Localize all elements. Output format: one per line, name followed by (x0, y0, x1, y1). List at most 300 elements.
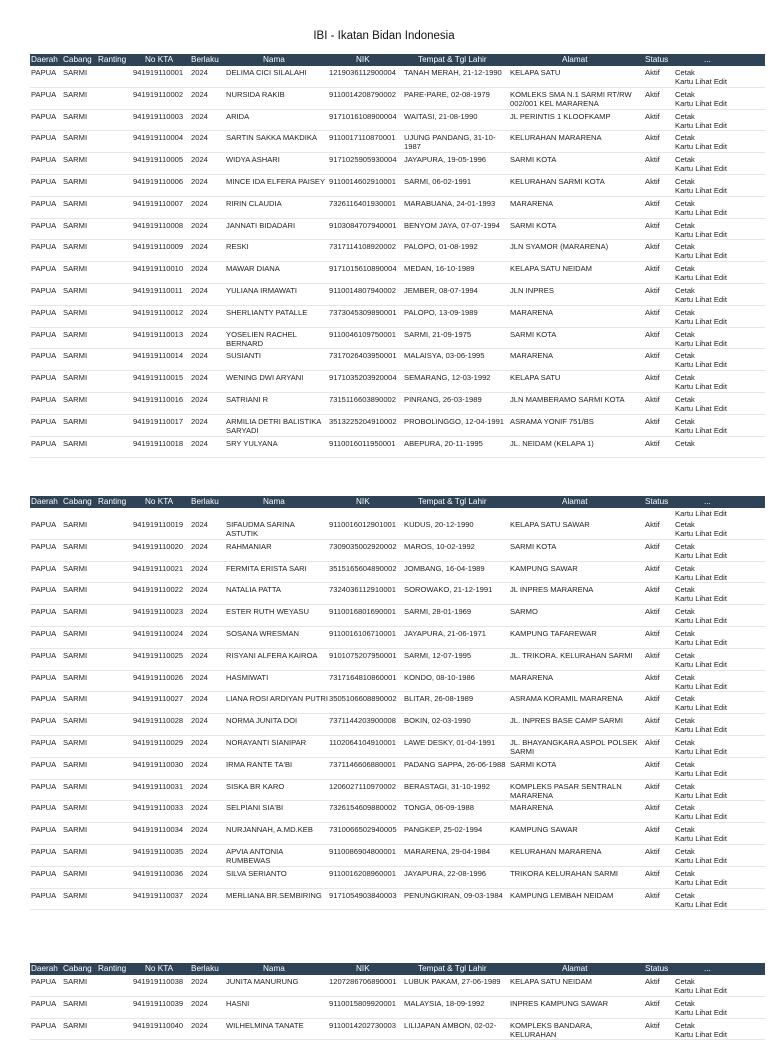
cell-ttl: TANAH MERAH, 21-12-1990 (404, 68, 502, 77)
print-link[interactable]: Cetak (675, 541, 695, 551)
edit-link[interactable]: Edit (711, 1029, 727, 1039)
print-link[interactable]: Cetak (675, 563, 695, 573)
row-actions (675, 520, 765, 538)
cell-nama: WIDYA ASHARI (226, 155, 280, 165)
card-link[interactable]: Kartu (675, 877, 694, 887)
card-link[interactable]: Kartu (675, 142, 694, 152)
print-link[interactable]: Cetak (675, 998, 695, 1008)
cell-nik: 7373045309890001 (329, 307, 397, 317)
edit-link[interactable]: Edit (711, 403, 727, 413)
view-link[interactable]: Lihat (693, 834, 712, 844)
cell-berlaku: 2024 (191, 694, 208, 704)
print-link[interactable]: Cetak (675, 650, 695, 660)
card-link[interactable]: Kartu (675, 338, 694, 348)
cell-alamat: ASRAMA YONIF 751/BS (510, 416, 594, 426)
cell-nik: 9110046109750001 (329, 329, 397, 339)
table-row (30, 88, 765, 110)
cell-alamat: ASRAMA KORAMIL MARARENA (510, 694, 623, 704)
view-link[interactable]: Lihat (693, 425, 712, 435)
row-actions (675, 869, 765, 887)
cell-cabang: SARMI (63, 438, 88, 448)
edit-link[interactable]: Edit (711, 812, 727, 822)
view-link[interactable]: Lihat (693, 251, 712, 261)
card-link[interactable]: Kartu (675, 185, 694, 195)
print-link[interactable]: Cetak (675, 868, 695, 878)
cell-berlaku: 2024 (191, 628, 208, 638)
row-actions (675, 760, 765, 778)
view-link[interactable]: Lihat (693, 746, 712, 756)
cell-ttl: PROBOLINGGO, 12-04-1991 (404, 416, 505, 426)
cell-berlaku: 2024 (191, 307, 208, 317)
cell-alamat: MARARENA (510, 672, 554, 682)
row-actions (675, 651, 765, 669)
cell-ttl: BERASTAGI, 31-10-1992 (404, 781, 490, 791)
print-link[interactable]: Cetak (675, 438, 695, 448)
row-actions (675, 395, 765, 413)
cell-berlaku: 2024 (191, 373, 208, 383)
column-header-status: Status (645, 497, 669, 506)
view-link[interactable]: Lihat (693, 77, 712, 86)
table-row (30, 284, 765, 306)
card-link[interactable]: Kartu (675, 899, 694, 909)
card-link[interactable]: Kartu (675, 1029, 694, 1039)
cell-berlaku: 2024 (191, 89, 208, 99)
table-row (30, 518, 765, 540)
cell-daerah: PAPUA (31, 672, 57, 682)
table-row (30, 780, 765, 802)
view-link[interactable]: Lihat (693, 616, 712, 626)
cell-nik: 1206027110970002 (329, 781, 397, 791)
cell-nokta: 941919110031 (133, 781, 184, 791)
cell-nik: 7326116401930001 (329, 198, 397, 208)
cell-status: Aktif (645, 89, 660, 99)
view-link[interactable]: Lihat (693, 1029, 712, 1039)
cell-alamat: KAMPUNG TAFAREWAR (510, 628, 597, 638)
cell-cabang: SARMI (63, 694, 88, 704)
card-link[interactable]: Kartu (675, 616, 694, 626)
cell-alamat: KOMPLEKS BANDARA, KELURAHAN (510, 1020, 593, 1039)
cell-alamat: KELAPA SATU NEIDAM (510, 264, 593, 274)
cell-daerah: PAPUA (31, 416, 57, 426)
edit-link[interactable]: Edit (711, 637, 727, 647)
view-link[interactable]: Lihat (693, 637, 712, 647)
edit-link[interactable]: Edit (711, 251, 727, 261)
view-link[interactable]: Lihat (693, 98, 712, 108)
cell-nama: SIFAUDMA SARINA ASTUTIK (226, 520, 295, 538)
edit-link[interactable]: Edit (711, 294, 727, 304)
print-link[interactable]: Cetak (675, 155, 695, 165)
cell-cabang: SARMI (63, 998, 88, 1008)
card-link[interactable]: Kartu (675, 77, 694, 86)
cell-nama: SHERLIANTY PATALLE (226, 307, 308, 317)
cell-ttl: LUBUK PAKAM, 27-06-1989 (404, 977, 501, 986)
view-link[interactable]: Lihat (693, 382, 712, 392)
card-link[interactable]: Kartu (675, 251, 694, 261)
cell-berlaku: 2024 (191, 394, 208, 404)
card-link[interactable]: Kartu (675, 98, 694, 108)
edit-link[interactable]: Edit (711, 425, 727, 435)
cell-nik: 7371144203900008 (329, 716, 397, 726)
view-link[interactable]: Lihat (693, 790, 712, 800)
table-row (30, 889, 765, 911)
cell-nama: NURSIDA RAKIB (226, 89, 285, 99)
cell-alamat: MARARENA (510, 351, 554, 361)
print-link[interactable]: Cetak (675, 89, 695, 99)
cell-nama: SISKA BR KARO (226, 781, 285, 791)
cell-status: Aktif (645, 890, 660, 900)
cell-alamat: SARMI KOTA (510, 541, 557, 551)
view-link[interactable]: Lihat (693, 1007, 712, 1017)
cell-nokta: 941919110039 (133, 998, 184, 1008)
card-link[interactable]: Kartu (675, 725, 694, 735)
column-header-nik: NIK (356, 55, 370, 64)
card-link[interactable]: Kartu (675, 120, 694, 130)
print-link[interactable]: Cetak (675, 198, 695, 208)
cell-daerah: PAPUA (31, 607, 57, 617)
row-actions (675, 286, 765, 304)
edit-link[interactable]: Edit (711, 120, 727, 130)
cell-nokta: 941919110005 (133, 155, 184, 165)
cell-nokta: 941919110011 (133, 285, 183, 295)
edit-link[interactable]: Edit (711, 98, 727, 108)
print-link[interactable]: Cetak (675, 977, 695, 986)
edit-link[interactable]: Edit (711, 338, 727, 348)
edit-link[interactable]: Edit (711, 77, 727, 86)
edit-link[interactable]: Edit (711, 316, 727, 326)
card-link[interactable]: Kartu (675, 572, 694, 582)
cell-cabang: SARMI (63, 825, 88, 835)
cell-ttl: PALOPO, 13-09-1989 (404, 307, 478, 317)
card-link[interactable]: Kartu (675, 790, 694, 800)
edit-link[interactable]: Edit (711, 360, 727, 370)
cell-alamat: JL. TRIKORA. KELURAHAN SARMI (510, 650, 633, 660)
edit-link[interactable]: Edit (711, 572, 727, 582)
edit-link[interactable]: Edit (711, 164, 727, 174)
print-link[interactable]: Cetak (675, 307, 695, 317)
edit-link[interactable]: Edit (711, 550, 727, 560)
cell-nokta: 941919110038 (133, 977, 184, 986)
table-row (30, 975, 765, 997)
view-link[interactable]: Lihat (693, 986, 712, 995)
cell-nik: 9110016106710001 (329, 628, 397, 638)
cell-nik: 3515165604890002 (329, 563, 397, 573)
cell-ttl: MARARENA, 29-04-1984 (404, 846, 491, 856)
cell-nama: LIANA ROSI ARDIYAN PUTRI (226, 694, 328, 704)
cell-nama: APVIA ANTONIA RUMBEWAS (226, 846, 283, 865)
cell-status: Aktif (645, 694, 660, 704)
edit-link[interactable]: Edit (711, 703, 727, 713)
card-link[interactable]: Kartu (675, 294, 694, 304)
cell-cabang: SARMI (63, 541, 88, 551)
print-link[interactable]: Cetak (675, 242, 695, 252)
cell-nik: 9110016801690001 (329, 607, 397, 617)
table-row (30, 349, 765, 371)
print-link[interactable]: Cetak (675, 585, 695, 595)
cell-nokta: 941919110025 (133, 650, 184, 660)
view-link[interactable]: Lihat (693, 703, 712, 713)
edit-link[interactable]: Edit (711, 616, 727, 626)
cell-status: Aktif (645, 133, 660, 143)
view-link[interactable]: Lihat (693, 338, 712, 348)
card-link[interactable]: Kartu (675, 681, 694, 691)
view-link[interactable]: Lihat (693, 207, 712, 217)
cell-daerah: PAPUA (31, 351, 57, 361)
card-link[interactable]: Kartu (675, 360, 694, 370)
view-link[interactable]: Lihat (693, 185, 712, 195)
cell-nokta: 941919110007 (133, 198, 184, 208)
cell-nokta: 941919110015 (133, 373, 184, 383)
edit-link[interactable]: Edit (711, 899, 727, 909)
print-link[interactable]: Cetak (675, 716, 695, 726)
row-actions (675, 999, 765, 1017)
print-link[interactable]: Cetak (675, 68, 695, 77)
cell-nik: 7326154609880002 (329, 803, 397, 813)
view-link[interactable]: Lihat (693, 877, 712, 887)
card-link[interactable]: Kartu (675, 594, 694, 604)
card-link[interactable]: Kartu (675, 637, 694, 647)
cell-nama: NORAYANTI SIANIPAR (226, 737, 307, 747)
cell-alamat: SARMI KOTA (510, 329, 557, 339)
card-link[interactable]: Kartu (675, 273, 694, 283)
view-link[interactable]: Lihat (693, 229, 712, 239)
edit-link[interactable]: Edit (711, 725, 727, 735)
cell-ttl: SARMI, 06-02-1991 (404, 176, 472, 186)
view-link[interactable]: Lihat (693, 768, 712, 778)
edit-link[interactable]: Edit (711, 790, 727, 800)
view-link[interactable]: Lihat (693, 681, 712, 691)
print-link[interactable]: Cetak (675, 111, 695, 121)
cell-alamat: MARARENA (510, 803, 554, 813)
card-link[interactable]: Kartu (675, 207, 694, 217)
column-header-daerah: Daerah (31, 497, 58, 506)
column-header-cabang: Cabang (63, 497, 92, 506)
card-link[interactable]: Kartu (675, 403, 694, 413)
view-link[interactable]: Lihat (693, 294, 712, 304)
edit-link[interactable]: Edit (711, 142, 727, 152)
edit-link[interactable]: Edit (711, 382, 727, 392)
cell-cabang: SARMI (63, 68, 88, 77)
cell-alamat: JL. BHAYANGKARA ASPOL POLSEK SARMI (510, 737, 638, 756)
table-row (30, 262, 765, 284)
cell-cabang: SARMI (63, 585, 88, 595)
cell-status: Aktif (645, 650, 660, 660)
cell-ttl: JEMBER, 08-07-1994 (404, 285, 478, 295)
column-header-nik: NIK (356, 964, 370, 973)
cell-nokta: 941919110020 (133, 541, 184, 551)
print-link[interactable]: Cetak (675, 803, 695, 813)
edit-link[interactable]: Edit (711, 746, 727, 756)
column-header-alamat: Alamat (562, 55, 588, 64)
edit-link[interactable]: Edit (711, 529, 727, 538)
card-link[interactable]: Kartu (675, 550, 694, 560)
edit-link[interactable]: Edit (711, 986, 727, 995)
cell-ttl: WAITASI, 21-08-1990 (404, 111, 478, 121)
cell-daerah: PAPUA (31, 264, 57, 274)
print-link[interactable]: Cetak (675, 133, 695, 143)
view-link[interactable]: Lihat (693, 120, 712, 130)
cell-nik: 3505106608890002 (329, 694, 397, 704)
cell-nama: NORMA JUNITA DOI (226, 716, 298, 726)
cell-daerah: PAPUA (31, 394, 57, 404)
print-link[interactable]: Cetak (675, 351, 695, 361)
print-link[interactable]: Cetak (675, 628, 695, 638)
table-row (30, 540, 765, 562)
cell-ttl: UJUNG PANDANG, 31-10-1987 (404, 133, 496, 152)
edit-link[interactable]: Edit (711, 207, 727, 217)
edit-link[interactable]: Edit (711, 877, 727, 887)
cell-berlaku: 2024 (191, 1020, 208, 1030)
cell-nik: 7310066502940005 (329, 825, 397, 835)
table-body (30, 66, 765, 458)
print-link[interactable]: Cetak (675, 759, 695, 769)
print-link[interactable]: Cetak (675, 416, 695, 426)
card-link[interactable]: Kartu (675, 164, 694, 174)
card-link[interactable]: Kartu (675, 316, 694, 326)
view-link[interactable]: Lihat (693, 594, 712, 604)
card-link[interactable]: Kartu (675, 855, 694, 865)
edit-link[interactable]: Edit (711, 834, 727, 844)
view-link[interactable]: Lihat (693, 572, 712, 582)
cell-status: Aktif (645, 868, 660, 878)
print-link[interactable]: Cetak (675, 394, 695, 404)
carried-actions[interactable]: Kartu Lihat Edit (675, 509, 727, 518)
cell-daerah: PAPUA (31, 825, 57, 835)
cell-berlaku: 2024 (191, 198, 208, 208)
cell-alamat: JLN INPRES (510, 285, 554, 295)
print-link[interactable]: Cetak (675, 846, 695, 856)
cell-nik: 9171054903840003 (329, 890, 397, 900)
edit-link[interactable]: Edit (711, 273, 727, 283)
print-link[interactable]: Cetak (675, 1020, 695, 1030)
print-link[interactable]: Cetak (675, 781, 695, 791)
cell-daerah: PAPUA (31, 846, 57, 856)
card-link[interactable]: Kartu (675, 768, 694, 778)
cell-status: Aktif (645, 781, 660, 791)
column-header-ttl: Tempat & Tgl Lahir (418, 964, 487, 973)
print-link[interactable]: Cetak (675, 220, 695, 230)
view-link[interactable]: Lihat (693, 360, 712, 370)
view-link[interactable]: Lihat (693, 529, 712, 538)
cell-nama: NATALIA PATTA (226, 585, 281, 595)
card-link[interactable]: Kartu (675, 382, 694, 392)
cell-cabang: SARMI (63, 351, 88, 361)
cell-nama: HASNI (226, 998, 250, 1008)
cell-nama: RISYANI ALFERA KAIROA (226, 650, 318, 660)
card-link[interactable]: Kartu (675, 659, 694, 669)
table-row (30, 393, 765, 415)
card-link[interactable]: Kartu (675, 425, 694, 435)
card-link[interactable]: Kartu (675, 529, 694, 538)
view-link[interactable]: Lihat (693, 142, 712, 152)
cell-nokta: 941919110035 (133, 846, 184, 856)
cell-nokta: 941919110029 (133, 737, 184, 747)
edit-link[interactable]: Edit (711, 185, 727, 195)
cell-cabang: SARMI (63, 650, 88, 660)
edit-link[interactable]: Edit (711, 229, 727, 239)
view-link[interactable]: Lihat (693, 164, 712, 174)
column-header-nama: Nama (263, 497, 285, 506)
column-header-ttl: Tempat & Tgl Lahir (418, 497, 487, 506)
cell-berlaku: 2024 (191, 68, 208, 77)
row-actions (675, 373, 765, 391)
cell-status: Aktif (645, 264, 660, 274)
print-link[interactable]: Cetak (675, 285, 695, 295)
edit-link[interactable]: Edit (711, 855, 727, 865)
view-link[interactable]: Lihat (693, 725, 712, 735)
cell-cabang: SARMI (63, 373, 88, 383)
edit-link[interactable]: Edit (711, 594, 727, 604)
column-header-aksi: ... (704, 964, 711, 973)
print-link[interactable]: Cetak (675, 176, 695, 186)
card-link[interactable]: Kartu (675, 746, 694, 756)
cell-daerah: PAPUA (31, 133, 57, 143)
cell-nik: 9110014208790002 (329, 89, 397, 99)
cell-alamat: KELURAHAN MARARENA (510, 133, 602, 143)
table-row (30, 1019, 765, 1040)
cell-nokta: 941919110016 (133, 394, 184, 404)
edit-link[interactable]: Edit (711, 1007, 727, 1017)
card-link[interactable]: Kartu (675, 229, 694, 239)
view-link[interactable]: Lihat (693, 899, 712, 909)
view-link[interactable]: Lihat (693, 812, 712, 822)
print-link[interactable]: Cetak (675, 825, 695, 835)
print-link[interactable]: Cetak (675, 672, 695, 682)
view-link[interactable]: Lihat (693, 855, 712, 865)
cell-nokta: 941919110003 (133, 111, 184, 121)
print-link[interactable]: Cetak (675, 329, 695, 339)
cell-status: Aktif (645, 563, 660, 573)
view-link[interactable]: Lihat (693, 550, 712, 560)
cell-nama: JUNITA MANURUNG (226, 977, 299, 986)
cell-alamat: JLN SYAMOR (MARARENA) (510, 242, 609, 252)
card-link[interactable]: Kartu (675, 834, 694, 844)
card-link[interactable]: Kartu (675, 1007, 694, 1017)
cell-ttl: PARE-PARE, 02-08-1979 (404, 89, 490, 99)
print-link[interactable]: Cetak (675, 264, 695, 274)
card-link[interactable]: Kartu (675, 986, 694, 995)
view-link[interactable]: Lihat (693, 403, 712, 413)
view-link[interactable]: Lihat (693, 659, 712, 669)
edit-link[interactable]: Edit (711, 768, 727, 778)
print-link[interactable]: Cetak (675, 694, 695, 704)
row-actions (675, 133, 765, 151)
cell-nokta: 941919110018 (133, 438, 184, 448)
cell-berlaku: 2024 (191, 585, 208, 595)
edit-link[interactable]: Edit (711, 659, 727, 669)
view-link[interactable]: Lihat (693, 316, 712, 326)
print-link[interactable]: Cetak (675, 607, 695, 617)
view-link[interactable]: Lihat (693, 273, 712, 283)
cell-berlaku: 2024 (191, 759, 208, 769)
cell-alamat: KELURAHAN SARMI KOTA (510, 176, 605, 186)
cell-daerah: PAPUA (31, 563, 57, 573)
column-header-cabang: Cabang (63, 55, 92, 64)
print-link[interactable]: Cetak (675, 890, 695, 900)
cell-status: Aktif (645, 825, 660, 835)
row-actions (675, 782, 765, 800)
cell-daerah: PAPUA (31, 977, 57, 986)
card-link[interactable]: Kartu (675, 812, 694, 822)
table-row (30, 153, 765, 175)
cell-berlaku: 2024 (191, 155, 208, 165)
edit-link[interactable]: Edit (711, 681, 727, 691)
print-link[interactable]: Cetak (675, 520, 695, 529)
print-link[interactable]: Cetak (675, 737, 695, 747)
print-link[interactable]: Cetak (675, 373, 695, 383)
row-actions (675, 891, 765, 909)
cell-daerah: PAPUA (31, 585, 57, 595)
card-link[interactable]: Kartu (675, 703, 694, 713)
